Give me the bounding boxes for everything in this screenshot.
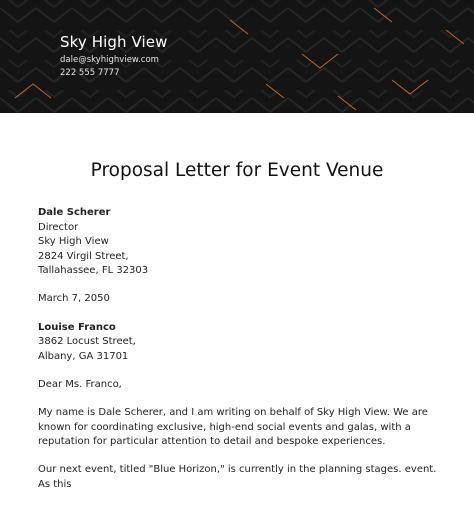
letter-date — [38, 292, 438, 307]
recipient-street: 3862 Locust Street, — [38, 336, 136, 348]
date-text: March 7, 2050 — [38, 293, 110, 305]
salutation-text: Dear Ms. Franco, — [38, 378, 122, 390]
company-email: dale@skyhighview.com — [60, 55, 159, 65]
letterhead-banner — [0, 0, 474, 113]
document-title: Proposal Letter for Event Venue — [90, 160, 384, 181]
recipient-city: Albany, GA 31701 — [38, 350, 129, 362]
sender-position: Director — [38, 221, 79, 233]
sender-city: Tallahassee, FL 32303 — [38, 265, 149, 277]
recipient-name: Louise Franco — [38, 321, 116, 333]
body-paragraph: Our next event, titled "Blue Horizon," is currently in the planning stages. event. As this — [38, 464, 437, 490]
sender-company: Sky High View — [38, 236, 109, 248]
letter-body — [38, 206, 438, 506]
sender-street: 2824 Virgil Street, — [38, 250, 129, 262]
recipient-block — [38, 321, 438, 365]
company-phone: 222 555 7777 — [60, 68, 120, 78]
company-name: Sky High View — [60, 33, 168, 51]
body-paragraph: My name is Dale Scherer, and I am writing on behalf of Sky High View. We are known for coordinating exclusive, high-end social events and galas, with a reputation for particular attention to detail and bespoke experiences. — [38, 406, 428, 448]
sender-name: Dale Scherer — [38, 207, 111, 218]
salutation — [38, 378, 438, 393]
sender-block — [38, 206, 438, 279]
